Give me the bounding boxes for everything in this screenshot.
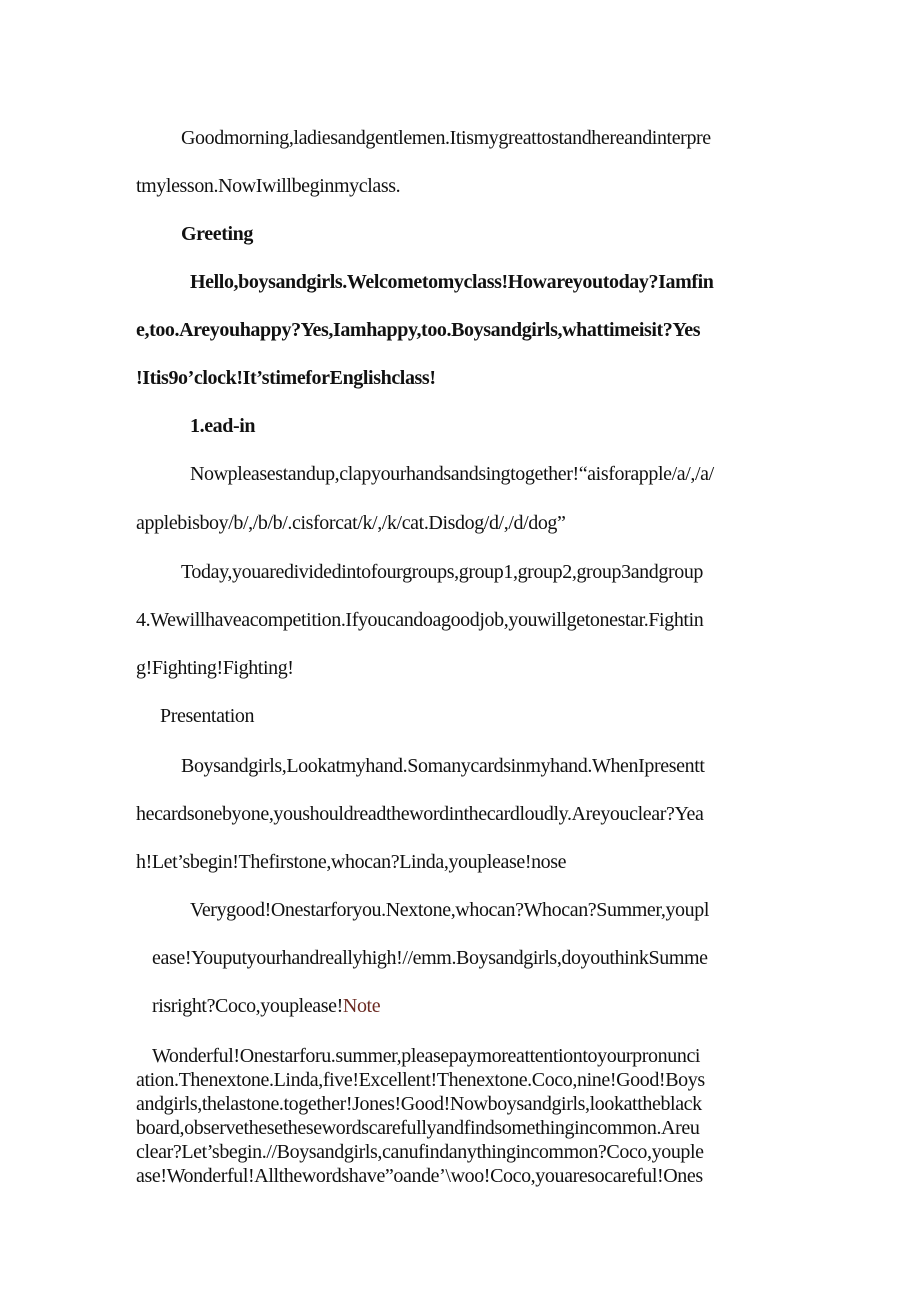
wonderful-line-5: clear?Let’sbegin.//Boysandgirls,canufindanythingincommon?Coco,youple bbox=[136, 1141, 704, 1163]
greeting-heading: Greeting bbox=[181, 223, 253, 245]
groups-line-2: 4.Wewillhaveacompetition.Ifyoucandoagoodjob,youwillgetonestar.Fightin bbox=[136, 609, 704, 631]
wonderful-line-1: Wonderful!Onestarforu.summer,pleasepaymoreattentiontoyourpronunci bbox=[152, 1045, 701, 1067]
groups-line-1: Today,youaredividedintofourgroups,group1,group2,group3andgroup bbox=[181, 561, 704, 583]
cards-line-1: Boysandgirls,Lookatmyhand.Somanycardsinmyhand.WhenIpresentt bbox=[181, 755, 705, 777]
song-line-2: applebisboy/b/,/b/b/.cisforcat/k/,/k/cat.Disdog/d/,/d/dog” bbox=[136, 512, 566, 534]
leadin-heading: 1.ead-in bbox=[190, 415, 256, 437]
verygood-line-3-text: risright?Coco,youplease! bbox=[152, 995, 343, 1017]
greeting-line-3: !Itis9o’clock!It’stimeforEnglishclass! bbox=[136, 367, 436, 389]
greeting-line-2: e,too.Areyouhappy?Yes,Iamhappy,too.Boysandgirls,whattimeisit?Yes bbox=[136, 319, 701, 341]
wonderful-line-3: andgirls,thelastone.together!Jones!Good!Nowboysandgirls,lookattheblack bbox=[136, 1093, 702, 1115]
verygood-line-2: ease!Youputyourhandreallyhigh!//emm.Boysandgirls,doyouthinkSumme bbox=[152, 947, 708, 969]
song-line-1: Nowpleasestandup,clapyourhandsandsingtogether!“aisforapple/a/,/a/ bbox=[190, 463, 714, 485]
cards-line-2: hecardsonebyone,youshouldreadthewordinthecardloudly.Areyouclear?Yea bbox=[136, 803, 704, 825]
verygood-line-3 bbox=[152, 994, 380, 1018]
intro-line-1: Goodmorning,ladiesandgentlemen.Itismygreattostandhereandinterpre bbox=[181, 127, 711, 149]
wonderful-line-2: ation.Thenextone.Linda,five!Excellent!Thenextone.Coco,nine!Good!Boys bbox=[136, 1069, 705, 1091]
wonderful-line-4: board,observethesethesewordscarefullyandfindsomethingincommon.Areu bbox=[136, 1117, 700, 1139]
groups-line-3: g!Fighting!Fighting! bbox=[136, 657, 294, 679]
cards-line-3: h!Let’sbegin!Thefirstone,whocan?Linda,youplease!nose bbox=[136, 851, 567, 873]
presentation-heading: Presentation bbox=[160, 705, 255, 727]
wonderful-line-6: ase!Wonderful!Allthewordshave”oande’\woo!Coco,youaresocareful!Ones bbox=[136, 1165, 703, 1187]
greeting-line-1: Hello,boysandgirls.Welcometomyclass!Howareyoutoday?Iamfin bbox=[190, 271, 714, 293]
verygood-line-1: Verygood!Onestarforyou.Nextone,whocan?Whocan?Summer,youpl bbox=[190, 899, 710, 921]
intro-line-2: tmylesson.NowIwillbeginmyclass. bbox=[136, 175, 401, 197]
note-label: Note bbox=[342, 995, 381, 1017]
